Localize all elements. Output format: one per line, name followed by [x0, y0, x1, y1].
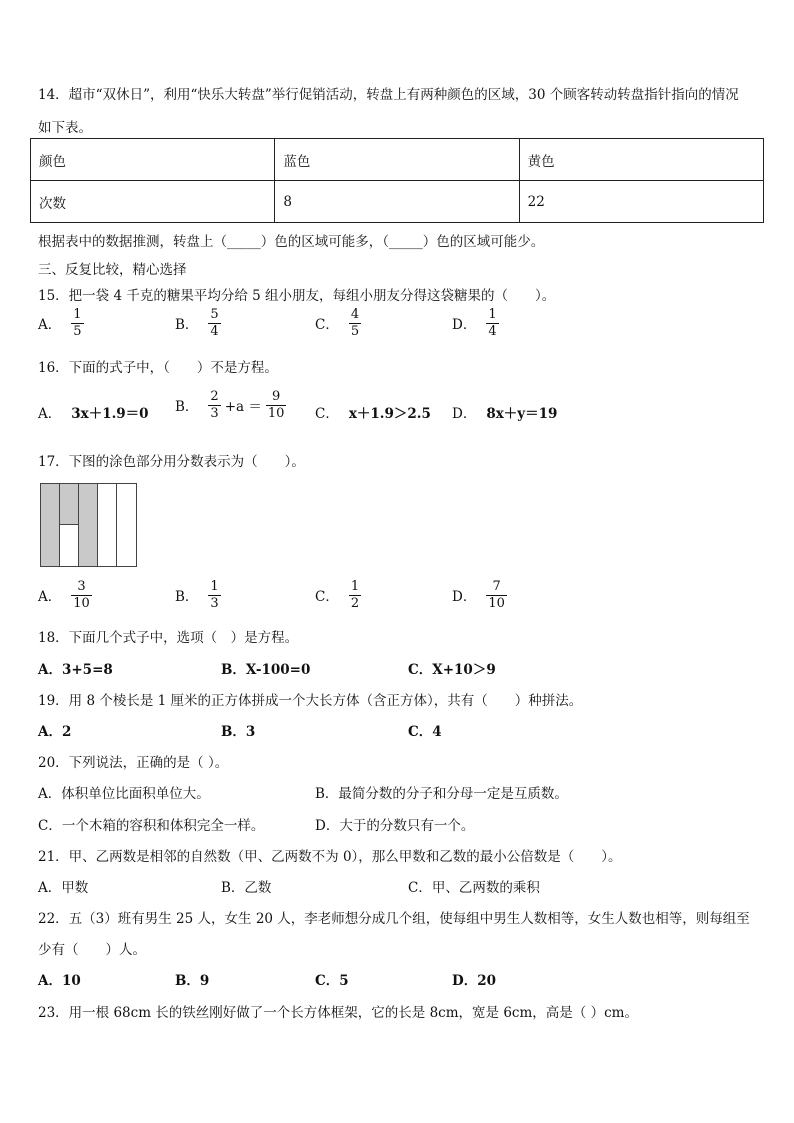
- q14-stem-line2: 如下表。: [38, 120, 92, 136]
- table-cell: 黄色: [519, 139, 763, 181]
- q21-stem: 21．甲、乙两数是相邻的自然数（甲、乙两数不为 0），那么甲数和乙数的最小公倍数是（ ）。: [38, 849, 622, 865]
- table-cell: 颜色: [31, 139, 275, 181]
- option-label: B．: [175, 589, 199, 606]
- figure-strip-white: [98, 484, 117, 566]
- option-label: B．: [175, 399, 199, 416]
- q14-conclusion: 根据表中的数据推测，转盘上（_____）色的区域可能多，（_____）色的区域可能少。: [38, 234, 545, 250]
- q22-option-d[interactable]: D．20: [452, 973, 496, 989]
- q17-option-c[interactable]: [315, 580, 361, 610]
- table-cell: 8: [275, 181, 519, 223]
- q19-option-c[interactable]: C．4: [408, 724, 442, 740]
- fraction-numerator: 7: [492, 579, 501, 594]
- fraction-denominator: 5: [350, 323, 360, 339]
- fraction-denominator: 10: [267, 405, 285, 421]
- q17-stem: 17．下图的涂色部分用分数表示为（ ）。: [38, 454, 305, 470]
- fraction: [71, 308, 83, 338]
- q20-option-c[interactable]: C．一个木箱的容积和体积完全一样。: [38, 818, 265, 834]
- q15-stem: 15．把一袋 4 千克的糖果平均分给 5 组小朋友，每组小朋友分得这袋糖果的（ ）。: [38, 288, 556, 304]
- table-cell: 22: [519, 181, 763, 223]
- q17-option-b[interactable]: [175, 580, 221, 610]
- fraction-denominator: 10: [488, 595, 505, 611]
- fraction-numerator: 1: [210, 579, 219, 594]
- fraction: [349, 308, 361, 338]
- option-label: A．: [38, 317, 62, 334]
- figure-strip-shaded: [41, 484, 60, 566]
- q15-option-a[interactable]: [38, 308, 84, 338]
- q16-option-c[interactable]: [315, 402, 431, 422]
- option-label: B．: [175, 317, 199, 334]
- q16-option-d[interactable]: [452, 402, 557, 422]
- table-row: [31, 139, 764, 181]
- fraction: [486, 308, 498, 338]
- q15-option-c[interactable]: [315, 308, 361, 338]
- q18-option-b[interactable]: B．X-100=0: [221, 662, 311, 678]
- q14-data-table: [30, 138, 764, 223]
- fraction: [266, 390, 287, 420]
- figure-strip-shaded: [79, 484, 98, 566]
- q16-stem: 16．下面的式子中，（ ）不是方程。: [38, 360, 278, 376]
- fraction-numerator: 1: [350, 579, 360, 594]
- q18-option-a[interactable]: A．3+5=8: [38, 662, 113, 678]
- fraction-denominator: 2: [350, 595, 360, 611]
- option-text: x＋1.9＞2.5: [348, 406, 431, 422]
- expression: [208, 390, 286, 420]
- figure-strip-shaded: [60, 484, 79, 525]
- fraction-numerator: 1: [488, 307, 497, 322]
- q18-stem: 18．下面几个式子中，选项（ ）是方程。: [38, 630, 299, 646]
- option-label: C．: [315, 589, 339, 606]
- q15-option-d[interactable]: [452, 308, 499, 338]
- q15-option-b[interactable]: [175, 308, 221, 338]
- fraction-numerator: 5: [210, 307, 219, 322]
- table-cell: 次数: [31, 181, 275, 223]
- q19-stem: 19．用 8 个棱长是 1 厘米的正方体拼成一个大长方体（含正方体），共有（ ）种拼法。: [38, 693, 583, 709]
- figure-strip-white: [117, 484, 136, 566]
- fraction: [208, 390, 220, 420]
- option-label: D．: [452, 406, 477, 422]
- fraction: [349, 580, 361, 610]
- q17-option-d[interactable]: [452, 580, 507, 610]
- q19-option-b[interactable]: B．3: [221, 724, 256, 740]
- option-label: A．: [38, 589, 62, 606]
- fraction-denominator: 4: [210, 323, 219, 339]
- option-label: D．: [452, 589, 477, 606]
- fraction-numerator: 3: [77, 579, 86, 594]
- option-label: C．: [315, 317, 339, 334]
- q22-option-a[interactable]: A．10: [38, 973, 81, 989]
- option-text: 3x＋1.9＝0: [71, 406, 149, 422]
- fraction-numerator: 2: [210, 389, 219, 404]
- shaded-rectangle-figure: [40, 483, 137, 567]
- fraction: [71, 580, 92, 610]
- q14-stem-line1: 14．超市“双休日”，利用“快乐大转盘”举行促销活动，转盘上有两种颜色的区域，30 个顾客转动转盘指针指向的情况: [38, 87, 739, 103]
- section-heading: 三、反复比较，精心选择: [38, 262, 187, 278]
- fraction-denominator: 3: [210, 405, 219, 421]
- q21-option-c[interactable]: C．甲、乙两数的乘积: [408, 880, 540, 896]
- fraction-numerator: 9: [271, 389, 281, 404]
- q22-stem-line1: 22．五（3）班有男生 25 人，女生 20 人，李老师想分成几个组，使每组中男生人数相等，女生人数也相等，则每组至: [38, 911, 750, 927]
- q18-option-c[interactable]: C．X+10＞9: [408, 662, 496, 678]
- q22-stem-line2: 少有（ ）人。: [38, 942, 146, 958]
- expression-middle: +a ＝: [224, 399, 262, 416]
- fraction-numerator: 4: [350, 307, 360, 322]
- q16-option-b[interactable]: [175, 390, 286, 420]
- q21-option-a[interactable]: A．甲数: [38, 880, 89, 896]
- q22-option-c[interactable]: C．5: [315, 973, 349, 989]
- table-row: [31, 181, 764, 223]
- fraction-numerator: 1: [73, 307, 82, 322]
- fraction-denominator: 4: [488, 323, 497, 339]
- fraction-denominator: 10: [73, 595, 90, 611]
- q22-option-b[interactable]: B．9: [175, 973, 210, 989]
- q17-option-a[interactable]: [38, 580, 92, 610]
- fraction: [208, 308, 220, 338]
- fraction: [486, 580, 507, 610]
- q21-option-b[interactable]: B．乙数: [221, 880, 272, 896]
- option-text: 8x＋y＝19: [486, 406, 558, 422]
- option-label: D．: [452, 317, 477, 334]
- q16-option-a[interactable]: [38, 402, 149, 422]
- fraction-denominator: 5: [73, 323, 82, 339]
- q23-stem: 23．用一根 68cm 长的铁丝刚好做了一个长方体框架，它的长是 8cm，宽是 6cm，高是（ ）cm。: [38, 1005, 638, 1021]
- q20-option-a[interactable]: A．体积单位比面积单位大。: [38, 786, 210, 802]
- table-cell: 蓝色: [275, 139, 519, 181]
- option-label: C．: [315, 406, 339, 422]
- q20-option-d[interactable]: D．大于的分数只有一个。: [315, 818, 475, 834]
- option-label: A．: [38, 406, 62, 422]
- fraction-denominator: 3: [210, 595, 219, 611]
- fraction: [208, 580, 220, 610]
- q19-option-a[interactable]: A．2: [38, 724, 72, 740]
- figure-strip-white: [60, 525, 79, 566]
- q20-stem: 20．下列说法，正确的是（ ）。: [38, 755, 229, 771]
- q20-option-b[interactable]: B．最简分数的分子和分母一定是互质数。: [315, 786, 568, 802]
